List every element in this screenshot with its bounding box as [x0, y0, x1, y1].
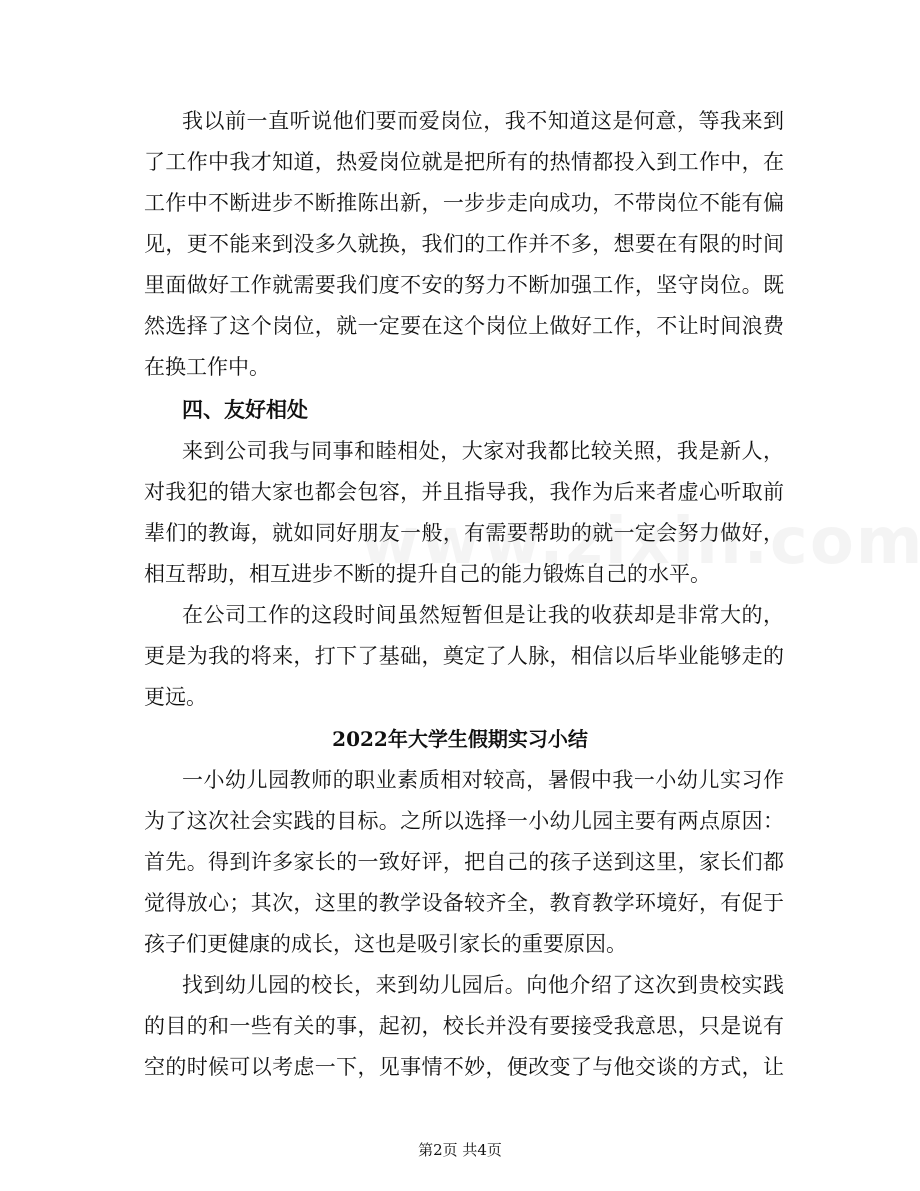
text-line: 更远。	[144, 685, 207, 709]
text-line: 辈们的教诲，就如同好朋友一般，有需要帮助的就一定会努力做好，	[144, 521, 784, 545]
text-line: 了工作中我才知道，热爱岗位就是把所有的热情都投入到工作中，在	[144, 150, 784, 174]
text-line: 觉得放心；其次，这里的教学设备较齐全，教育教学环境好，有促于	[144, 891, 784, 915]
text-line: 找到幼儿园的校长，来到幼儿园后。向他介绍了这次到贵校实践	[182, 973, 784, 997]
text-line: 为了这次社会实践的目标。之所以选择一小幼儿园主要有两点原因：	[144, 809, 784, 833]
page-number: 第2页 共4页	[418, 1141, 502, 1159]
text-line: 对我犯的错大家也都会包容，并且指导我，我作为后来者虚心听取前	[144, 480, 784, 504]
text-line: 的目的和一些有关的事，起初，校长并没有要接受我意思，只是说有	[144, 1014, 784, 1038]
text-line: 更是为我的将来，打下了基础，奠定了人脉，相信以后毕业能够走的	[144, 644, 784, 668]
text-line: 来到公司我与同事和睦相处，大家对我都比较关照，我是新人，	[182, 439, 784, 463]
text-line: 工作中不断进步不断推陈出新，一步步走向成功，不带岗位不能有偏	[144, 191, 784, 215]
text-line: 在公司工作的这段时间虽然短暂但是让我的收获却是非常大的，	[182, 603, 784, 627]
section-heading: 四、友好相处	[182, 397, 308, 422]
text-line: 空的时候可以考虑一下，见事情不妙，便改变了与他交谈的方式，让	[144, 1055, 784, 1079]
text-line: 相互帮助，相互进步不断的提升自己的能力锻炼自己的水平。	[144, 562, 711, 586]
text-line: 在换工作中。	[144, 355, 270, 379]
text-line: 一小幼儿园教师的职业素质相对较高，暑假中我一小幼儿实习作	[182, 768, 784, 792]
text-line: 首先。得到许多家长的一致好评，把自己的孩子送到这里，家长们都	[144, 850, 784, 874]
text-line: 见，更不能来到没多久就换，我们的工作并不多，想要在有限的时间	[144, 232, 784, 256]
text-line: 然选择了这个岗位，就一定要在这个岗位上做好工作，不让时间浪费	[144, 314, 784, 338]
text-line: 里面做好工作就需要我们度不安的努力不断加强工作，坚守岗位。既	[144, 273, 784, 297]
article-title: 2022年大学生假期实习小结	[332, 727, 588, 751]
text-line: 我以前一直听说他们要而爱岗位，我不知道这是何意，等我来到	[182, 109, 784, 133]
text-line: 孩子们更健康的成长，这也是吸引家长的重要原因。	[144, 932, 627, 956]
